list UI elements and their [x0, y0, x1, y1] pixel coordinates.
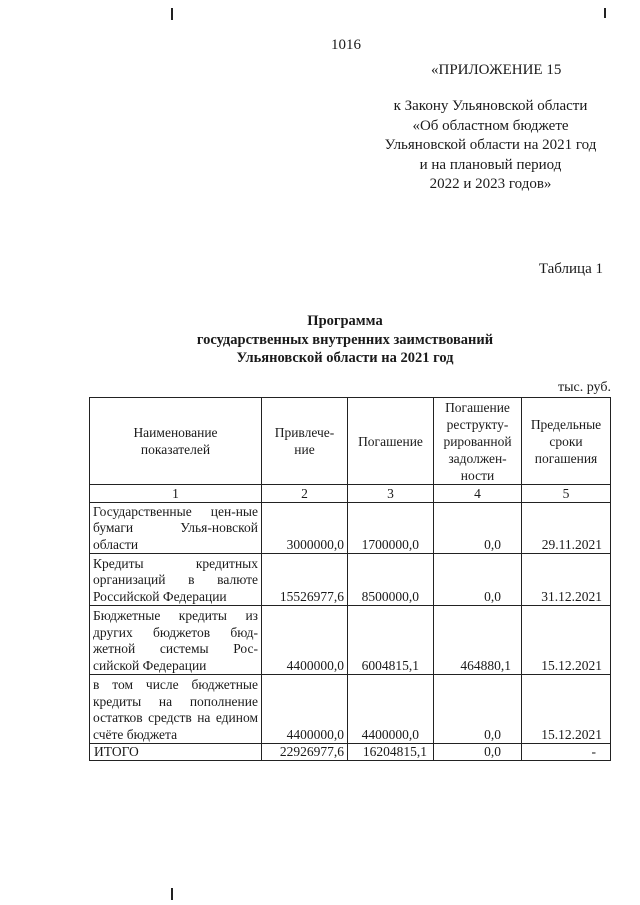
title-line: Программа	[307, 313, 383, 329]
total-raise: 22926977,6	[262, 744, 348, 761]
scan-mark-top	[171, 8, 173, 20]
scan-mark-right	[604, 8, 606, 18]
column-number: 2	[262, 485, 348, 503]
borrowings-table	[89, 397, 611, 761]
program-title	[140, 312, 550, 368]
title-line: государственных внутренних заимствований	[196, 331, 494, 348]
col-header-raise: Привлече-ние	[262, 398, 348, 485]
law-line: к Закону Ульяновской области	[393, 98, 588, 114]
row-repay: 6004815,1	[348, 606, 434, 675]
row-raise: 4400000,0	[262, 675, 348, 744]
total-row	[90, 744, 611, 761]
row-name: Бюджетные кредиты из других бюджетов бюд-жетной системы Рос-сийской Федерации	[90, 606, 262, 675]
column-number-row	[90, 485, 611, 503]
law-line: «Об областном бюджете	[412, 117, 569, 134]
total-deadline: -	[522, 744, 611, 761]
units-label: тыс. руб.	[558, 380, 611, 395]
scan-mark-bottom	[171, 888, 173, 900]
row-raise: 15526977,6	[262, 554, 348, 606]
column-number: 4	[434, 485, 522, 503]
table-row	[90, 554, 611, 606]
row-name: в том числе бюджетные кредиты на пополнение остатков средств на едином счёте бюджета	[90, 675, 262, 744]
col-header-deadline: Предельные сроки погашения	[522, 398, 611, 485]
title-line: Ульяновской области на 2021 год	[236, 350, 454, 366]
column-number: 5	[522, 485, 611, 503]
total-restructured: 0,0	[434, 744, 522, 761]
col-header-repay: Погашение	[348, 398, 434, 485]
row-deadline: 31.12.2021	[522, 554, 611, 606]
column-number: 1	[90, 485, 262, 503]
row-deadline: 29.11.2021	[522, 503, 611, 554]
row-restructured: 0,0	[434, 554, 522, 606]
row-name: Государственные цен-ные бумаги Улья-новской области	[90, 503, 262, 554]
law-line: и на плановый период	[419, 156, 562, 173]
table-row	[90, 606, 611, 675]
row-repay: 8500000,0	[348, 554, 434, 606]
table-row	[90, 503, 611, 554]
row-restructured: 0,0	[434, 503, 522, 554]
table-header-row	[90, 398, 611, 485]
total-label: ИТОГО	[90, 744, 262, 761]
appendix-title: «ПРИЛОЖЕНИЕ 15	[431, 62, 562, 78]
row-repay: 1700000,0	[348, 503, 434, 554]
row-restructured: 0,0	[434, 675, 522, 744]
col-header-restructured: Погашение реструкту-рированной задолжен-ности	[434, 398, 522, 485]
row-deadline: 15.12.2021	[522, 606, 611, 675]
table-row	[90, 675, 611, 744]
law-reference	[378, 97, 603, 195]
total-repay: 16204815,1	[348, 744, 434, 761]
law-line: Ульяновской области на 2021 год	[384, 137, 597, 154]
table-label: Таблица 1	[538, 261, 603, 277]
row-raise: 3000000,0	[262, 503, 348, 554]
row-restructured: 464880,1	[434, 606, 522, 675]
row-repay: 4400000,0	[348, 675, 434, 744]
column-number: 3	[348, 485, 434, 503]
row-raise: 4400000,0	[262, 606, 348, 675]
row-deadline: 15.12.2021	[522, 675, 611, 744]
law-line: 2022 и 2023 годов»	[429, 176, 552, 193]
row-name: Кредиты кредитных организаций в валюте Российской Федерации	[90, 554, 262, 606]
page-number: 1016	[331, 37, 361, 53]
col-header-name: Наименование показателей	[90, 398, 262, 485]
